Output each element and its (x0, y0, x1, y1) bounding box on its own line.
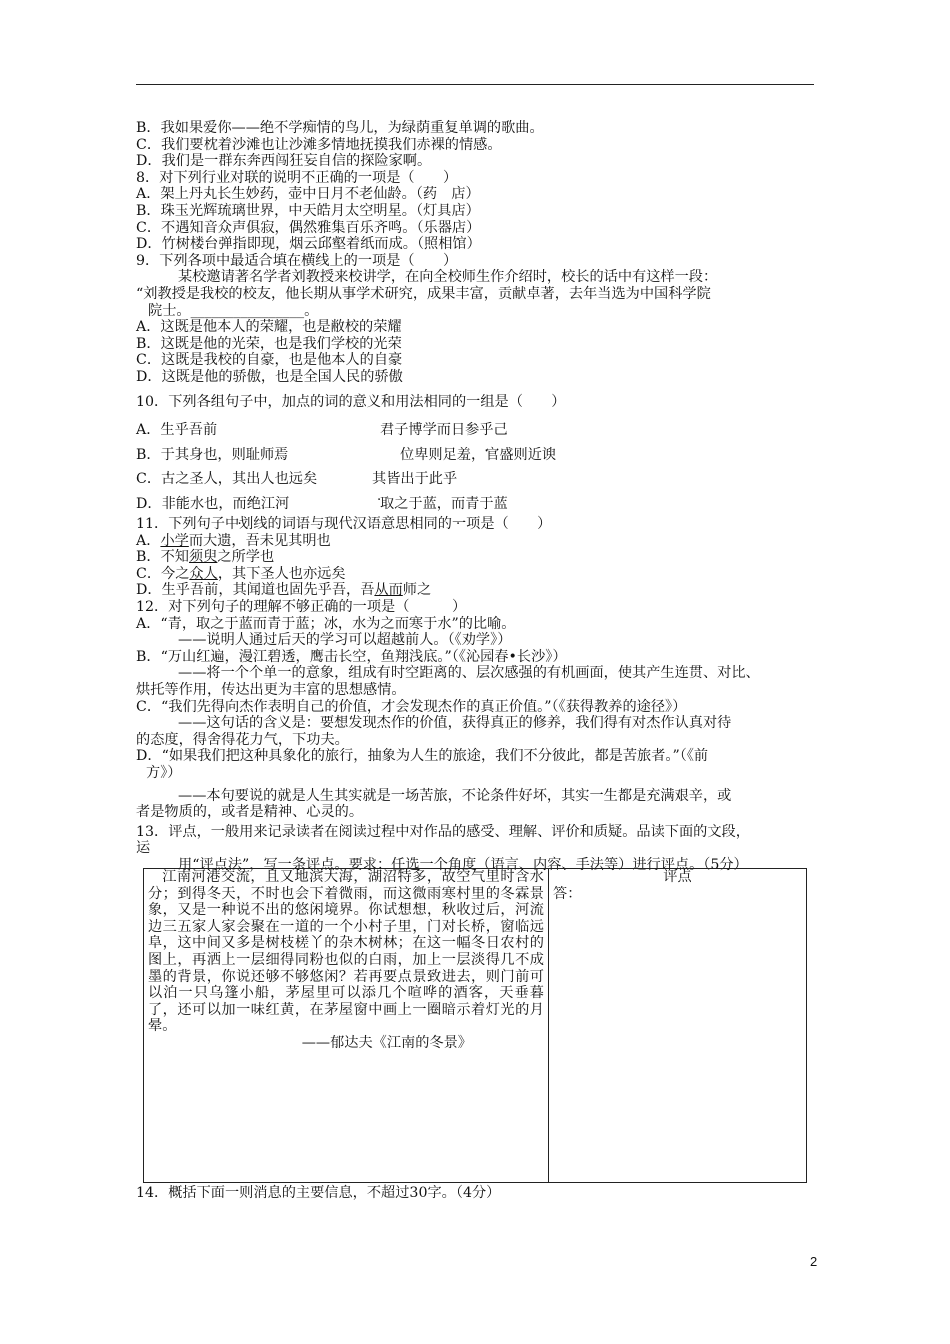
q10-a-right-tail: 己 (493, 422, 508, 439)
q9-quote: “刘教授是我校的校友，他长期从事学术研究，成果丰富，贡献卓著，去年当选为中国科学院 (136, 285, 711, 302)
q10-c-right-dotted: 其 (372, 471, 387, 488)
q10-d-right-text: 取之于蓝， (380, 495, 451, 512)
q12-option-b: B．“万山红遍，漫江碧透，鹰击长空，鱼翔浅底。”（《沁园春•长沙》） (136, 648, 567, 665)
q9-option-a: A．这既是他本人的荣耀，也是敝校的荣耀 (136, 319, 402, 336)
q10-a-left: A．生乎吾前 (136, 422, 218, 439)
q10-b-right: 位卑则足羞，官盛则近谀 (400, 446, 557, 463)
page-content (136, 120, 820, 874)
q14-stem: 14．概括下面一则消息的主要信息，不超过30字。（4分） (136, 1185, 501, 1201)
q12-option-d-source: 方》） (146, 765, 182, 781)
q11-d-post: 师之 (402, 582, 432, 599)
q7-option-c: C．我们要枕着沙滩也让沙滩多情地抚摸我们赤裸的情感。 (136, 136, 502, 153)
q12-option-c-explain-2: 的态度，得舍得花力气，下功夫。 (136, 731, 349, 748)
q10-a-dotted-word: 乎 (479, 422, 494, 439)
q10-c-right-text: 皆出于此乎 (386, 471, 458, 488)
q11-a-underlined: 小学 (160, 532, 189, 549)
q11-option-a (136, 533, 820, 550)
q10-c-left (136, 471, 317, 487)
q7-option-d: D．我们是一群东奔西闯狂妄自信的探险家啊。 (136, 153, 432, 170)
q13-passage-cell (144, 869, 549, 1183)
q10-a-right (380, 418, 508, 443)
q9-option-c: C．这既是我校的自豪，也是他本人的自豪 (136, 352, 403, 369)
page-number: 2 (810, 1254, 818, 1269)
q9-stem: 9．下列各项中最适合填在横线上的一项是（ ） (136, 252, 458, 269)
q11-d-underlined: 从而 (374, 582, 403, 599)
q12-option-c-explain: ——这句话的含义是：要想发现杰作的价值，获得真正的修养，我们得有对杰作认真对待 (178, 715, 732, 732)
q12-option-b-explain: ——将一个个单一的意象，组成有时空距离的、层次感强的有机画面，使其产生连贯、对比、 (178, 665, 760, 682)
q11-stem: 11．下列句子中划线的词语与现代汉语意思相同的一项是（ ） (136, 516, 552, 533)
q13-requirement: 用“评点法”，写一条评点。要求：任选一个角度（语言、内容、手法等）进行评点。（5分） (178, 856, 748, 873)
q10-option-d (136, 492, 820, 517)
q11-b-pre: B．不知 (136, 549, 189, 566)
q10-option-c (136, 467, 820, 492)
q9-quote-end (136, 303, 820, 320)
q10-d-label: D．非能水也， (136, 495, 233, 512)
q8-option-b: B．珠玉光辉琉璃世界，中天皓月太空明星。（灯具店） (136, 202, 480, 219)
q12-stem: 12．对下列句子的理解不够正确的一项是（ ） (136, 599, 467, 616)
q10-d-left-text: 绝江河 (246, 495, 290, 512)
q10-option-a (136, 418, 820, 443)
q13-answer-label: 答： (553, 885, 582, 902)
q8-stem: 8．对下列行业对联的说明不正确的一项是（ ） (136, 169, 458, 186)
header-rule (136, 84, 814, 85)
q13-table (143, 868, 807, 1183)
q9-context: 某校邀请著名学者刘教授来校讲学，在向全校师生作介绍时，校长的话中有这样一段： (178, 269, 718, 286)
q11-b-underlined: 须臾 (189, 549, 218, 566)
q9-option-d: D．这既是他的骄傲，也是全国人民的骄傲 (136, 368, 403, 385)
q10-b-label: B． (136, 446, 161, 463)
q11-d-pre: D．生乎吾前，其闻道也固先乎吾，吾 (136, 582, 375, 599)
q12-option-d: D．“如果我们把这种具象化的旅行，抽象为人生的旅途，我们不分彼此，都是苦旅者。”（《前 (136, 748, 709, 765)
q10-a-right-text: 君子博学而日参 (380, 422, 480, 439)
q11-option-d (136, 582, 820, 599)
q7-option-b: B．我如果爱你——绝不学痴情的鸟儿，为绿荫重复单调的歌曲。 (136, 120, 544, 136)
q12-option-b-explain-2: 烘托等作用，传达出更为丰富的思想感情。 (136, 682, 406, 699)
q8-option-d: D．竹树楼台弹指即现，烟云邱壑着纸而成。（照相馆） (136, 236, 481, 253)
q9-option-b: B．这既是他的光荣，也是我们学校的光荣 (136, 335, 402, 352)
q12-option-a-explain: ——说明人通过后天的学习可以超越前人。（《劝学》） (178, 632, 512, 649)
q10-c-right (372, 467, 457, 492)
q10-d-dotted-word: 而 (232, 495, 247, 512)
q13-stem: 13．评点，一般用来记录读者在阅读过程中对作品的感受、理解、评价和质疑。品读下面的文段， (136, 823, 750, 840)
q10-d-right-dotted: 而 (450, 495, 466, 512)
q12-option-a: A．“青，取之于蓝而青于蓝；冰，水为之而寒于水”的比喻。 (136, 615, 516, 632)
q11-b-post: 之所学也 (217, 549, 275, 566)
q10-b-dotted-word: 于 (160, 446, 175, 463)
q10-c-dotted-word: 其 (231, 471, 247, 488)
q13-stem-wrap: 运 (136, 840, 151, 857)
q11-c-underlined: 众人 (189, 565, 218, 582)
q11-a-post: 而大遗，吾未见其明也 (188, 532, 331, 549)
q8-option-a: A．架上丹丸长生妙药，壶中日月不老仙龄。（药 店） (136, 186, 480, 203)
q11-option-b (136, 549, 820, 566)
q10-option-b (136, 443, 820, 468)
q10-d-right (380, 492, 508, 517)
q10-c-label: C．古之圣人， (136, 471, 232, 488)
q13-passage: 江南河港交流，且又地滨大海，湖沼特多，故空气里时含水分；到得冬天，不时也会下着微雨，而这微雨寒村里的冬霖景象，又是一种说不出的悠闲境界。你试想想，秋收过后，河流边三五家人家会聚在一道的一个小村子里，门对长桥，窗临远阜，这中间又多是树枝槎丫的杂木树林；在这一幅冬日农村的图上，再洒上一层细得同粉也似的白雨，加上一层淡得几不成墨的背景，你说还够不够悠闲？若再要点景致进去，则门前可以泊一只乌篷小船，茅屋里可以添几个喧哗的酒客，天垂暮了，还可以加一味红黄，在茅屋窗中画上一圈暗示着灯光的月晕。 (148, 869, 544, 1035)
q9-blank: ________________。 (190, 302, 319, 319)
q10-b-left-text: 其身也，则耻师焉 (174, 446, 289, 463)
q11-c-pre: C．今之 (136, 565, 190, 582)
q13-comment-header: 评点 (663, 869, 692, 885)
q12-option-d-explain-2: 者是物质的，或者是精神、心灵的。 (136, 804, 364, 821)
q9-quote-tail: 院士。 (148, 302, 191, 319)
q12-option-d-explain: ——本句要说的就是人生其实就是一场苦旅，不论条件好坏，其实一生都是充满艰辛，或 (178, 787, 732, 804)
q13-comment-cell[interactable] (549, 869, 807, 1183)
q12-option-c: C．“我们先得向杰作表明自己的价值，才会发现杰作的真正价值。”（《获得教养的途径》） (136, 698, 687, 715)
q10-c-left-text: 出人也远矣 (246, 471, 318, 488)
q10-b-left (136, 447, 288, 463)
q10-d-right-tail: 青于蓝 (465, 495, 508, 512)
q11-option-c (136, 566, 820, 583)
q8-option-c: C．不遇知音众声俱寂，偶然雅集百乐齐鸣。（乐器店） (136, 219, 481, 236)
q11-c-post: ，其下圣人也亦远矣 (217, 565, 346, 582)
q10-d-left (136, 496, 289, 512)
q13-source: ——郁达夫《江南的冬景》 (301, 1034, 472, 1051)
q11-a-pre: A． (136, 532, 161, 549)
q10-stem: 10．下列各组句子中，加点的词的意义和用法相同的一组是（ ） (136, 393, 566, 410)
